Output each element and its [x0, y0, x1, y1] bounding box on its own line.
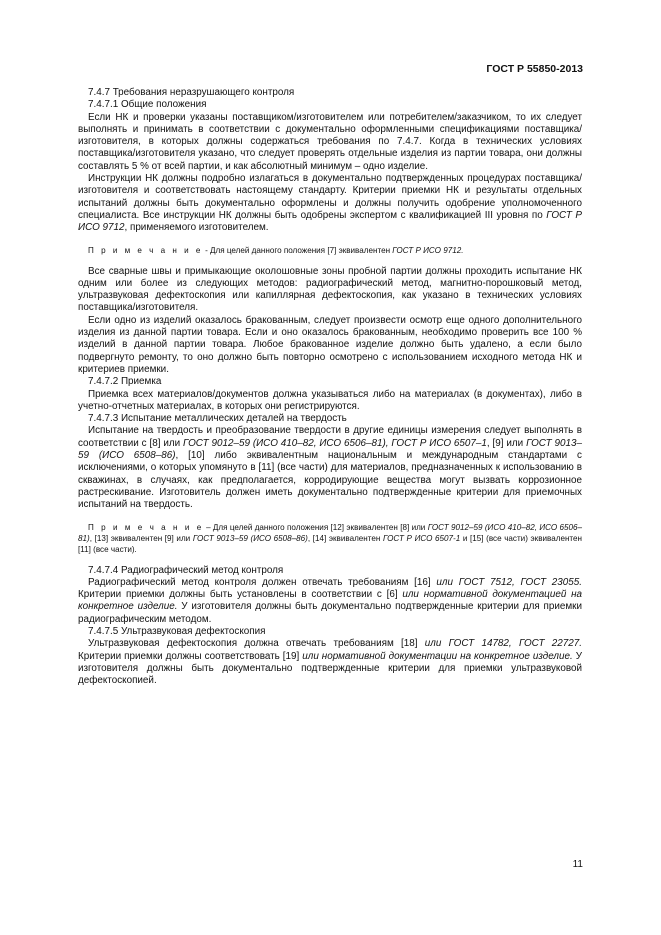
paragraph-ndt-instructions: Инструкции НК должны подробно излагаться в документально подтвержденных процедурах поставщика/изготовителя и соответствовать настоящему стандарту. Критерии приемки НК и результаты отдельных испытаний должны быть документально оформлены и должны получить одобрение уполномоченного специалиста. Все инструкции НК должны быть одобрены экспертом с квалификацией III уровня по ГОСТ Р ИСО 9712, применяемого изготовителем. [78, 173, 582, 234]
standard-code-header: ГОСТ Р 55850-2013 [486, 63, 583, 75]
subsection-title-7-4-7-3: 7.4.7.3 Испытание металлических деталей на твердость [88, 413, 347, 425]
paragraph-rejected: Если одно из изделий оказалось бракованным, следует произвести осмотр еще одного дополнительного изделия из данной партии товара. Если и оно оказалось бракованным, необходимо проверить все 100 % изделий в данной партии товара. Любое бракованное изделие должно быть удалено, а если было подвергнуто ремонту, то оно должно быть повторно осмотрено с использованием исходного метода НК и критериев приемки. [78, 314, 582, 375]
section-title-7-4-7: 7.4.7 Требования неразрушающего контроля [88, 87, 295, 98]
page-number: 11 [572, 859, 583, 870]
paragraph-welds: Все сварные швы и примыкающие околошовные зоны пробной партии должны проходить испытание НК одним или более из следующих методов: радиографический метод, магнитно-порошковый метод, ультразвуковая дефектоскопия или капиллярная дефектоскопия, как указано в технических условиях поставщика/изготовителя. [78, 265, 582, 314]
subsection-title-7-4-7-2: 7.4.7.2 Приемка [88, 376, 162, 388]
document-body [78, 87, 582, 687]
subsection-title-7-4-7-4: 7.4.7.4 Радиографический метод контроля [88, 564, 284, 576]
ref-gost-iso-9712: ГОСТ Р ИСО 9712 [78, 209, 582, 234]
paragraph-ultrasonic: Ультразвуковая дефектоскопия должна отвечать требованиям [18] или ГОСТ 14782, ГОСТ 22727. Критерии приемки должны соответствовать [19] или нормативной документации на конкретное изделие. У изготовителя должны быть документально подтвержденные критерии для приемки ультразвуковой дефектоскопией. [78, 638, 582, 687]
paragraph-acceptance: Приемка всех материалов/документов должна указываться либо на материалах (в документах), либо в учетно-отчетных материалах, в которых они регистрируются. [78, 388, 582, 412]
paragraph-hardness: Испытание на твердость и преобразование твердости в другие единицы измерения следует выполнять в соответствии с [8] или ГОСТ 9012–59 (ИСО 410–82, ИСО 6506–81), ГОСТ Р ИСО 6507–1, [9] или ГОСТ 9013–59 (ИСО 6508–86), [10] либо эквивалентным национальным и международным стандартами с исключениями, о которых упомянуто в [11] (все части) для материалов, предназначенных к использованию в скважинах, в случаях, как предполагается, корродирующие вещества могут вызвать коррозионное растрескивание. Изготовитель должен иметь документально подтвержденные критерии для приемочных испытаний на твердость. [78, 425, 582, 511]
note-label: П р и м е ч а н и е [88, 245, 203, 255]
subsection-title-7-4-7-5: 7.4.7.5 Ультразвуковая дефектоскопия [88, 625, 266, 637]
paragraph-radiographic: Радиографический метод контроля должен отвечать требованиям [16] или ГОСТ 7512, ГОСТ 23055. Критерии приемки должны быть установлены в соответствии с [6] или нормативной документацией на конкретное изделие. У изготовителя должны быть документально подтвержденные критерии для приемки радиографическим методом. [78, 576, 583, 625]
subsection-title-7-4-7-1: 7.4.7.1 Общие положения [88, 99, 207, 111]
note-2: П р и м е ч а н и е – Для целей данного положения [12] эквивалентен [8] или ГОСТ 9012–59 (ИСО 410–82, ИСО 6506–81), [13] эквивалентен [9] или ГОСТ 9013–59 (ИСО 6508–86), [14] эквивалентен ГОСТ Р ИСО 6507-1 и [15] (все части) эквивалентен [11] (все части). [78, 522, 583, 554]
note-label: П р и м е ч а н и е [88, 522, 204, 532]
paragraph-ndt-general: Если НК и проверки указаны поставщиком/изготовителем или потребителем/заказчиком, то их следует выполнять и принимать в соответствии с документально оформленными спецификациями поставщика/изготовителя, в которых должны содержаться требования по 7.4.7. Когда в технических условиях поставщика/изготовителя указано, что следует проверять отдельные изделия из партии товара, они должны составлять 5 % от всей партии, и как абсолютный минимум – одно изделие. [78, 111, 582, 172]
note-1: П р и м е ч а н и е - Для целей данного положения [7] эквивалентен ГОСТ Р ИСО 9712. [88, 245, 464, 255]
